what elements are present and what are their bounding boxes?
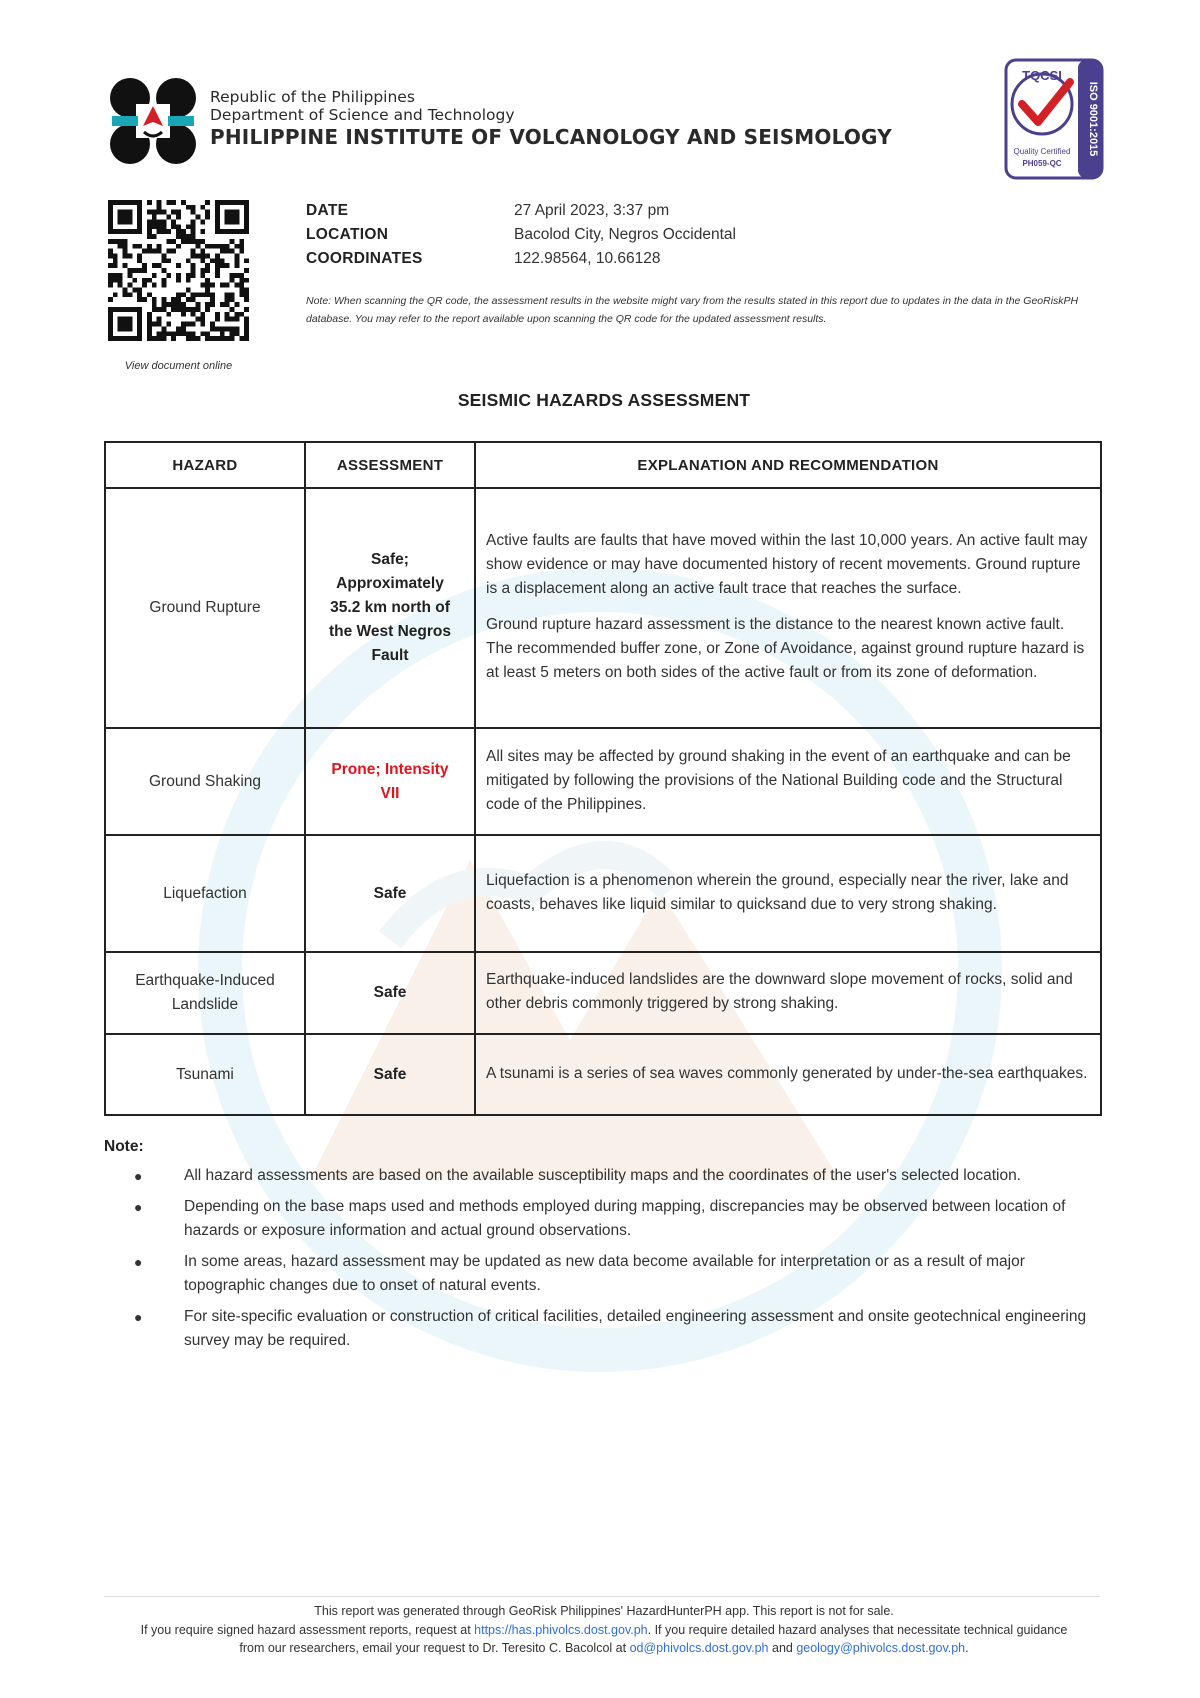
footer-text: from our researchers, email your request to Dr. Teresito C. Bacolcol at	[239, 1641, 630, 1655]
note-text: For site-specific evaluation or construction of critical facilities, detailed engineering assessment and onsite geotechnical engineering survey may be required.	[184, 1308, 1087, 1349]
explanation-paragraph: Ground rupture hazard assessment is the distance to the nearest known active fault. The recommended buffer zone, or Zone of Avoidance, against ground rupture hazard is at least 5 meters on both sides of the active fault or from its zone of deformation.	[486, 616, 1085, 681]
footer-text: .	[965, 1641, 969, 1655]
section-title: SEISMIC HAZARDS ASSESSMENT	[457, 390, 751, 410]
hazard-cell: Ground Rupture	[105, 488, 305, 728]
org-line-institute: PHILIPPINE INSTITUTE OF VOLCANOLOGY AND SEISMOLOGY	[210, 125, 892, 149]
table-row	[105, 488, 1101, 728]
document-header	[108, 68, 1099, 186]
note-text: Depending on the base maps used and methods employed during mapping, discrepancies may be observed between location of hazards or exposure information and actual ground observations.	[184, 1198, 1066, 1239]
location-label: LOCATION	[306, 226, 389, 243]
notes-title: Note:	[104, 1138, 144, 1155]
explanation-cell	[475, 835, 1101, 952]
table-row	[105, 952, 1101, 1034]
note-text: All hazard assessments are based on the available susceptibility maps and the coordinates of the user's selected location.	[184, 1167, 1021, 1184]
table-row	[105, 728, 1101, 835]
header-assessment: ASSESSMENT	[305, 442, 475, 488]
list-item	[104, 1250, 1096, 1298]
hazard-assessment-table	[104, 441, 1102, 1116]
footer-text: If you require signed hazard assessment reports, request at	[140, 1622, 475, 1637]
footer-line-1: This report was generated through GeoRisk Philippines' HazardHunterPH app. This report is not for sale.	[314, 1604, 894, 1618]
header-hazard: HAZARD	[105, 442, 305, 488]
explanation-paragraph: A tsunami is a series of sea waves commonly generated by under-the-sea earthquakes.	[486, 1064, 1088, 1082]
bullet-icon: ●	[134, 1168, 143, 1184]
iso-certification-badge	[1004, 58, 1104, 180]
footer-text: and	[768, 1641, 797, 1655]
od-email-link[interactable]: od@phivolcs.dost.gov.ph	[629, 1641, 769, 1655]
bullet-icon: ●	[134, 1309, 143, 1325]
list-item	[104, 1305, 1096, 1353]
org-line-republic: Republic of the Philippines	[210, 88, 415, 106]
notes-section	[104, 1138, 1096, 1360]
qr-code[interactable]	[108, 200, 249, 341]
phivolcs-logo	[108, 76, 198, 166]
iso-org-text: TQCSI	[1022, 68, 1062, 83]
assessment-cell: Prone; Intensity VII	[305, 728, 475, 835]
table-header-row	[105, 442, 1101, 488]
footer-divider	[104, 1596, 1100, 1597]
bullet-icon: ●	[134, 1254, 143, 1270]
list-item	[104, 1164, 1096, 1188]
date-value: 27 April 2023, 3:37 pm	[514, 202, 670, 219]
explanation-paragraph: Earthquake-induced landslides are the downward slope movement of rocks, solid and other debris commonly triggered by strong shaking.	[486, 971, 1073, 1012]
assessment-cell: Safe	[305, 952, 475, 1034]
assessment-cell: Safe	[305, 1034, 475, 1115]
location-value: Bacolod City, Negros Occidental	[514, 226, 736, 243]
coordinates-value: 122.98564, 10.66128	[514, 250, 661, 267]
qr-caption: View document online	[124, 360, 233, 372]
has-portal-link[interactable]: https://has.phivolcs.dost.gov.ph	[474, 1622, 648, 1637]
org-line-department: Department of Science and Technology	[210, 106, 515, 124]
iso-quality-text: Quality Certified	[1013, 147, 1071, 156]
qr-update-note: Note: When scanning the QR code, the assessment results in the website might vary from the results stated in this report due to updates in the data in the GeoRiskPH database. You may refer to the report available upon scanning the QR code for the updated assessment results.	[306, 295, 1079, 325]
explanation-cell	[475, 728, 1101, 835]
explanation-cell	[475, 488, 1101, 728]
explanation-cell	[475, 952, 1101, 1034]
footer-text: . If you require detailed hazard analyses that necessitate technical guidance	[647, 1622, 1068, 1637]
hazard-cell: Tsunami	[105, 1034, 305, 1115]
explanation-paragraph: All sites may be affected by ground shaking in the event of an earthquake and can be mitigated by following the provisions of the National Building code and the Structural code of the Philippines.	[486, 747, 1071, 813]
note-text: In some areas, hazard assessment may be updated as new data become available for interpretation or as a result of major topographic changes due to onset of natural events.	[184, 1253, 1025, 1294]
hazard-cell: Liquefaction	[105, 835, 305, 952]
organization-name	[210, 88, 892, 150]
coordinates-label: COORDINATES	[306, 250, 423, 267]
table-row	[105, 835, 1101, 952]
geology-email-link[interactable]: geology@phivolcs.dost.gov.ph	[796, 1641, 966, 1655]
bullet-icon: ●	[134, 1199, 143, 1215]
assessment-cell: Safe	[305, 835, 475, 952]
header-explanation: EXPLANATION AND RECOMMENDATION	[475, 442, 1101, 488]
date-label: DATE	[306, 202, 349, 219]
footer-line-2	[0, 1621, 1200, 1640]
iso-standard-text: ISO 9001:2015	[1087, 81, 1099, 157]
table-row	[105, 1034, 1101, 1115]
explanation-paragraph: Liquefaction is a phenomenon wherein the ground, especially near the river, lake and coasts, behaves like liquid similar to quicksand due to very strong shaking.	[486, 871, 1069, 913]
explanation-cell	[475, 1034, 1101, 1115]
explanation-paragraph: Active faults are faults that have moved within the last 10,000 years. An active fault may show evidence or may have documented history of recent movements. Ground rupture is a displacement along an active fault trace that reaches the surface.	[486, 532, 1088, 597]
hazard-cell: Earthquake-Induced Landslide	[105, 952, 305, 1034]
footer-line-3	[0, 1639, 1200, 1658]
assessment-cell: Safe; Approximately 35.2 km north of the West Negros Fault	[305, 488, 475, 728]
notes-list	[104, 1164, 1096, 1353]
iso-code-text: PH059-QC	[1022, 159, 1062, 168]
document-footer	[0, 1602, 1200, 1658]
list-item	[104, 1195, 1096, 1243]
hazard-cell: Ground Shaking	[105, 728, 305, 835]
